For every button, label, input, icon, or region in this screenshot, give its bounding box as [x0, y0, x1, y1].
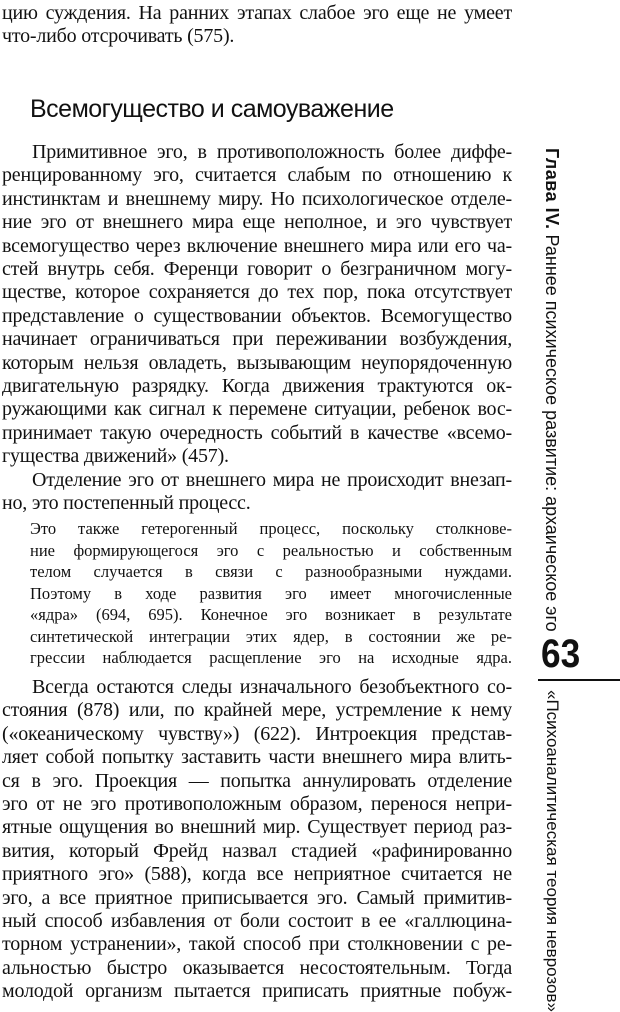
text-line: представление о существовании объектов. Всемогущество — [2, 304, 512, 327]
text-line: ный способ избавления от боли состоит в ее «галлюцина- — [2, 910, 512, 933]
text-line: всемогущество через включение внешнего мира или его ча- — [2, 234, 512, 257]
text-line: ся в эго. Проекция — попытка аннулировать отделение — [2, 769, 512, 792]
text-line: Всегда остаются следы изначального безобъектного со- — [32, 676, 512, 698]
text-line: («океаническому чувству») (622). Интроекция представ- — [2, 722, 512, 745]
text-line: молодой организм пытается приписать приятные побуж- — [2, 980, 512, 1003]
text-line: но, это постепенный процесс. — [2, 492, 251, 515]
quote-line: Поэтому в ходе развития эго имеет многочисленные — [30, 583, 512, 603]
text-line: вития, который Фрейд назвал стадией «рафинированно — [2, 839, 512, 862]
quote-line: грессии наблюдается расщепление эго на исходные ядра. — [30, 648, 512, 667]
text-line: ренцированному эго, считается слабым по отношению к — [2, 164, 512, 187]
text-line: приятного эго» (588), когда все неприятное считается не — [2, 863, 512, 886]
body-paragraphs-2 — [2, 676, 512, 1004]
series-title: «Психоаналитическая теория неврозов» — [543, 690, 562, 1012]
page-number-rule — [538, 679, 620, 681]
running-head — [541, 148, 563, 632]
text-line: двигательную разрядку. Когда движения трактуются ок- — [2, 375, 512, 398]
text-line: ружающими как сигнал к перемене ситуации, ребенок вос- — [2, 398, 512, 421]
text-line: инстинктам и внешнему миру. Но психологическое отделе- — [2, 187, 512, 210]
body-paragraphs-1 — [2, 141, 512, 516]
text-line: гущества движений» (457). — [2, 445, 229, 468]
chapter-title: Раннее психическое развитие: архаическое эго — [542, 234, 562, 632]
text-line: которым нельзя овладеть, вызывающим неупорядоченную — [2, 351, 512, 374]
quote-line: ние формирующегося эго с реальностью и собственным — [30, 540, 512, 560]
quote-line: синтетической интеграции этих ядер, в состоянии же ре- — [30, 626, 512, 646]
text-line: цию суждения. На ранних этапах слабое эго еще не умеет — [2, 2, 512, 24]
quote-line: телом случается в связи с разнообразными нуждами. — [30, 562, 512, 581]
text-line: что-либо отсрочивать (575). — [2, 25, 235, 48]
block-quote — [30, 518, 512, 669]
chapter-label: Глава IV. — [542, 148, 562, 230]
text-line: торном устранении», такой способ при столкновении с ре- — [2, 933, 512, 956]
text-line: ществе, которое сохраняется до тех пор, пока отсутствует — [2, 281, 512, 304]
text-line: начинает ограничиваться при переживании возбуждения, — [2, 328, 512, 351]
text-line: альностью быстро оказывается несостоятельным. Тогда — [2, 956, 512, 979]
text-line: эго от не эго противоположным образом, перенося непри- — [2, 793, 512, 816]
text-line: стей внутрь себя. Ференци говорит о безграничном могу- — [2, 258, 512, 281]
text-line: принимает такую очередность событий в качестве «всемо- — [2, 421, 512, 444]
quote-line: «ядра» (694, 695). Конечное эго возникает в результате — [30, 605, 512, 624]
quote-line: Это также гетерогенный процесс, поскольку столкнове- — [30, 519, 512, 538]
text-line: Примитивное эго, в противоположность более диффе- — [32, 141, 512, 163]
text-line: эго, а все приятное приписывается эго. Самый примитив- — [2, 886, 512, 909]
page-number: 63 — [541, 632, 581, 676]
intro-paragraph — [2, 2, 512, 49]
text-line: ятные ощущения во внешний мир. Существует период раз- — [2, 816, 512, 839]
text-line: ние эго от внешнего мира еще неполное, и эго чувствует — [2, 211, 512, 234]
text-line: Отделение эго от внешнего мира не происходит внезап- — [32, 468, 512, 491]
section-heading: Всемогущество и самоуважение — [30, 95, 394, 123]
text-line: стояния (878) или, по крайней мере, устремление к нему — [2, 699, 512, 722]
text-line: ляет собой попытку заставить части внешнего мира влить- — [2, 746, 512, 769]
